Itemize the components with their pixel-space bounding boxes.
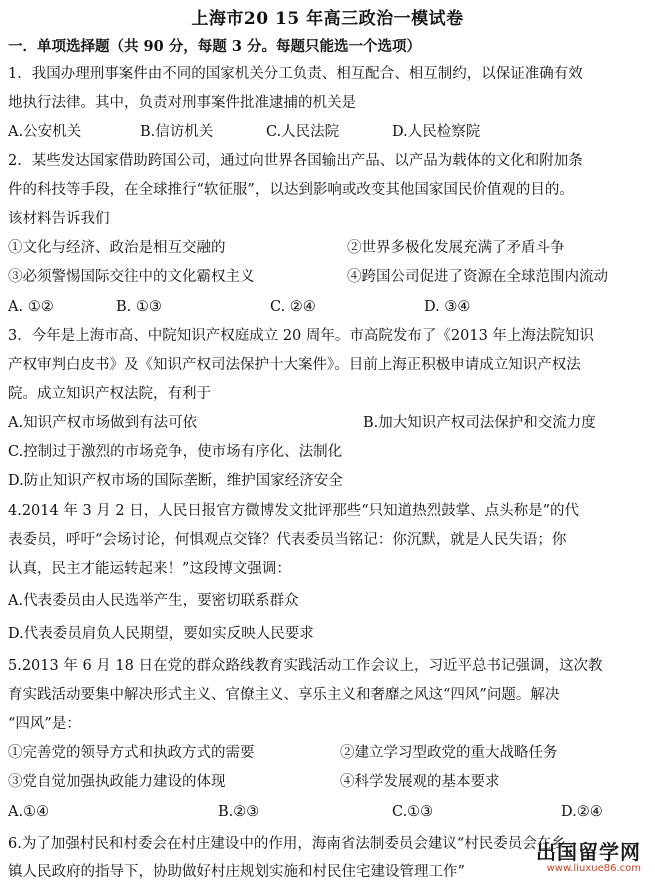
q1-option-a: A.公安机关 (8, 124, 82, 140)
q5-option-b: B.②③ (218, 804, 260, 820)
q5-option-a: A.①④ (8, 804, 50, 820)
watermark-logo (536, 836, 641, 874)
q5-line-3: “四风”是： (8, 716, 81, 732)
q2-line-2: 件的科技等手段，在全球推行“软征服”，以达到影响或改变其他国家国民价值观的目的。 (8, 182, 574, 198)
q1-line-2: 地执行法律。其中，负责对刑事案件批准逮捕的机关是 (8, 95, 356, 111)
q2-option-d: D. ③④ (424, 299, 471, 315)
q1-option-c: C.人民法院 (266, 124, 340, 140)
q5-statement-1: ①完善党的领导方式和执政方式的需要 (8, 745, 255, 761)
q2-line-1: 2．某些发达国家借助跨国公司，通过向世界各国输出产品、以产品为载体的文化和附加条 (8, 153, 583, 169)
q3-option-c: C.控制过于激烈的市场竞争，使市场有序化、法制化 (8, 444, 343, 460)
q5-line-2: 育实践活动要集中解决形式主义、官僚主义、享乐主义和奢靡之风这“四风”问题。解决 (8, 687, 560, 703)
q1-line-1: 1．我国办理刑事案件由不同的国家机关分工负责、相互配合、相互制约，以保证准确有效 (8, 66, 583, 82)
q5-statement-2: ②建立学习型政党的重大战略任务 (340, 745, 558, 761)
q6-line-2: 镇人民政府的指导下，协助做好村庄规划实施和村民住宅建设管理工作” (8, 864, 465, 880)
q2-line-3: 该材料告诉我们 (8, 211, 110, 227)
q5-statement-4: ④科学发展观的基本要求 (340, 774, 500, 790)
watermark-title: 出国留学网 (536, 840, 641, 864)
q4-option-a: A.代表委员由人民选举产生，要密切联系群众 (8, 593, 299, 609)
q4-line-3: 认真，民主才能运转起来！”这段博文强调： (8, 561, 291, 577)
q3-option-a: A.知识产权市场做到有法可依 (8, 415, 198, 431)
q1-option-b: B.信访机关 (140, 124, 214, 140)
q2-option-c: C. ②④ (270, 299, 316, 315)
q3-line-2: 产权审判白皮书》及《知识产权司法保护十大案件》。目前上海正积极申请成立知识产权法 (8, 357, 581, 373)
q5-option-c: C.①③ (392, 804, 434, 820)
q3-option-d: D.防止知识产权市场的国际垄断，维护国家经济安全 (8, 473, 343, 489)
q2-statement-3: ③必须警惕国际交往中的文化霸权主义 (8, 269, 255, 285)
q2-statement-1: ①文化与经济、政治是相互交融的 (8, 240, 226, 256)
q3-option-b: B.加大知识产权司法保护和交流力度 (363, 415, 596, 431)
q3-line-1: 3．今年是上海市高、中院知识产权庭成立 20 周年。市高院发布了《2013 年上海法院知识 (8, 328, 594, 344)
q2-option-b: B. ①③ (116, 299, 162, 315)
q4-line-2: 表委员，呼吁“会场讨论，何惧观点交锋？代表委员当铭记：你沉默，就是人民失语；你 (8, 532, 567, 548)
q2-statement-4: ④跨国公司促进了资源在全球范围内流动 (347, 269, 608, 285)
q3-line-3: 院。成立知识产权法院，有利于 (8, 386, 211, 402)
q5-option-d: D.②④ (561, 804, 603, 820)
q2-statement-2: ②世界多极化发展充满了矛盾斗争 (347, 240, 565, 256)
section-header: 一．单项选择题（共 90 分，每题 3 分。每题只能选一个选项） (8, 38, 421, 55)
q2-option-a: A. ①② (8, 299, 54, 315)
page-title: 上海市20 15 年高三政治一模试卷 (191, 9, 464, 29)
q5-statement-3: ③党自觉加强执政能力建设的体现 (8, 774, 226, 790)
q4-option-d: D.代表委员肩负人民期望，要如实反映人民要求 (8, 626, 314, 642)
q1-option-d: D.人民检察院 (392, 124, 481, 140)
watermark-url: www.liuxue86.com (546, 863, 641, 874)
q6-line-1: 6.为了加强村民和村委会在村庄建设中的作用，海南省法制委员会建议“村民委员会在乡 (8, 836, 566, 852)
q4-line-1: 4.2014 年 3 月 2 日，人民日报官方微博发文批评那些“只知道热烈鼓掌、点头称是”的代 (8, 503, 580, 519)
q5-line-1: 5.2013 年 6 月 18 日在党的群众路线教育实践活动工作会议上，习近平总书记强调，这次教 (8, 658, 603, 674)
